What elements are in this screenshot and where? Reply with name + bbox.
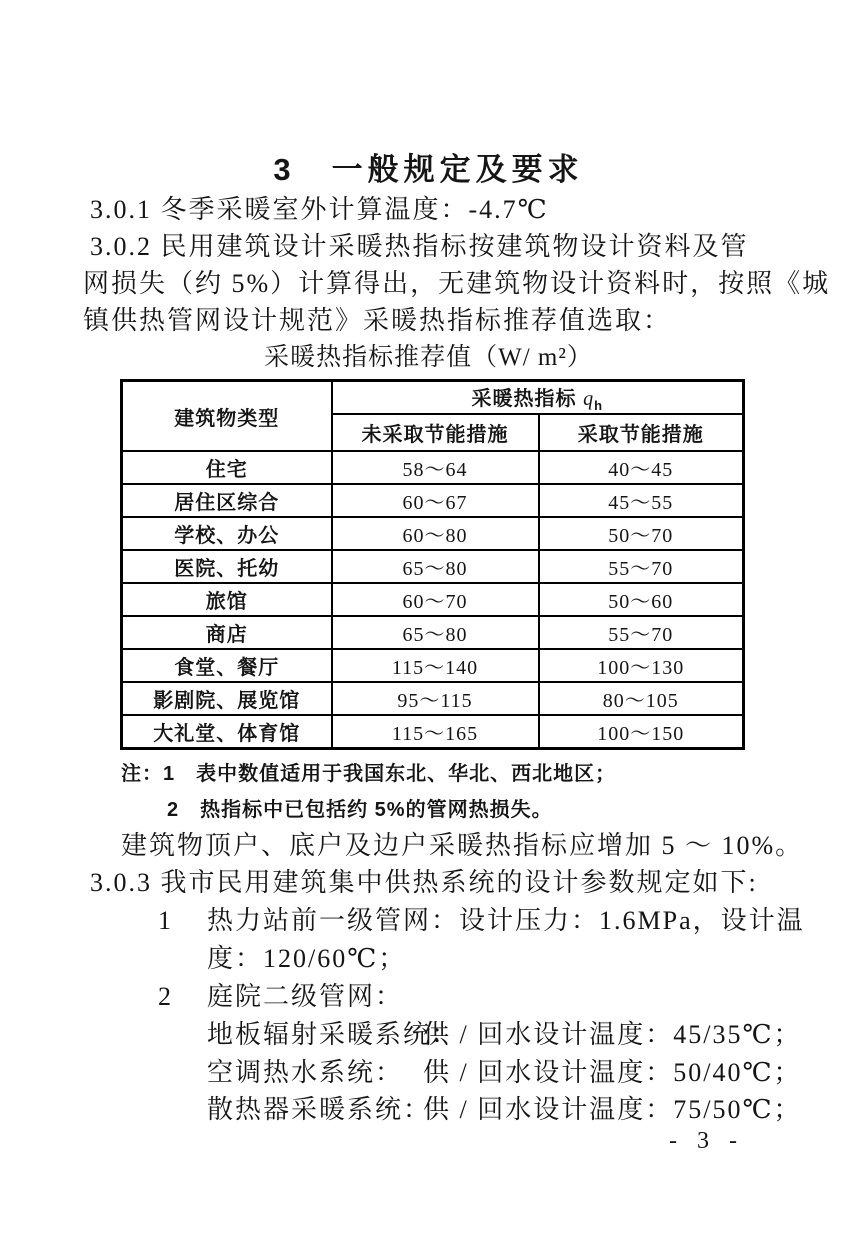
heat-indicator-label: 采暖热指标	[471, 388, 584, 410]
list-item-1-line1: 热力站前一级管网：设计压力：1.6MPa，设计温	[207, 906, 805, 935]
page-title: 3 一般规定及要求	[273, 152, 584, 187]
table-note-1: 注：1 表中数值适用于我国东北、华北、西北地区；	[121, 763, 617, 785]
saving-value-cell: 100～150	[539, 715, 744, 748]
table-row	[122, 715, 744, 748]
list-item-2-title: 庭院二级管网：	[207, 982, 404, 1011]
heat-indicator-subscript: h	[594, 398, 604, 413]
section-3-0-2-tail: 建筑物顶户、底户及边户采暖热指标应增加 5 ～ 10%。	[121, 831, 804, 860]
building-type-cell: 食堂、餐厅	[122, 649, 332, 682]
page-number: - 3 -	[669, 1128, 744, 1154]
section-3-0-2-line3: 镇供热管网设计规范》采暖热指标推荐值选取：	[83, 306, 672, 335]
list-item-2-number: 2	[158, 982, 171, 1011]
saving-value-cell: 40～45	[539, 451, 744, 484]
building-type-cell: 旅馆	[122, 583, 332, 616]
saving-value-cell: 80～105	[539, 682, 744, 715]
list-item-1-number: 1	[158, 906, 171, 935]
table-row	[122, 451, 744, 484]
table-row	[122, 649, 744, 682]
saving-value-cell: 45～55	[539, 484, 744, 517]
building-type-cell: 影剧院、展览馆	[122, 682, 332, 715]
saving-value-cell: 100～130	[539, 649, 744, 682]
building-type-cell: 商店	[122, 616, 332, 649]
table-note-2: 2 热指标中已包括约 5%的管网热损失。	[167, 799, 553, 821]
section-3-0-1-line: 3.0.1 冬季采暖室外计算温度：-4.7℃	[90, 195, 549, 224]
list-item-1-line2: 度：120/60℃；	[207, 944, 407, 973]
section-3-0-3-line: 3.0.3 我市民用建筑集中供热系统的设计参数规定如下:	[90, 868, 758, 897]
table-row	[122, 550, 744, 583]
col-header-building-type: 建筑物类型	[122, 381, 332, 452]
subsystem-3-value: 供 / 回水设计温度：75/50℃；	[423, 1095, 802, 1124]
no-saving-value-cell: 65～80	[332, 550, 539, 583]
no-saving-value-cell: 65～80	[332, 616, 539, 649]
heat-indicator-variable: q	[583, 388, 595, 410]
table-row	[122, 583, 744, 616]
no-saving-value-cell: 58～64	[332, 451, 539, 484]
saving-value-cell: 50～60	[539, 583, 744, 616]
no-saving-value-cell: 60～80	[332, 517, 539, 550]
col-header-heat-indicator	[332, 381, 744, 415]
building-type-cell: 学校、办公	[122, 517, 332, 550]
section-3-0-2-line1: 3.0.2 民用建筑设计采暖热指标按建筑物设计资料及管	[90, 232, 749, 261]
subsystem-3-label: 散热器采暖系统：	[207, 1095, 432, 1124]
col-header-energy-saving: 采取节能措施	[539, 414, 744, 451]
table-row	[122, 616, 744, 649]
subsystem-1-label: 地板辐射采暖系统：	[207, 1020, 460, 1049]
no-saving-value-cell: 60～67	[332, 484, 539, 517]
building-type-cell: 住宅	[122, 451, 332, 484]
subsystem-1-value: 供 / 回水设计温度：45/35℃；	[423, 1020, 802, 1049]
no-saving-value-cell: 115～140	[332, 649, 539, 682]
table-caption: 采暖热指标推荐值（W/ m²）	[264, 344, 593, 371]
building-type-cell: 大礼堂、体育馆	[122, 715, 332, 748]
saving-value-cell: 50～70	[539, 517, 744, 550]
subsystem-2-label: 空调热水系统：	[207, 1058, 404, 1087]
no-saving-value-cell: 115～165	[332, 715, 539, 748]
col-header-no-energy-saving: 未采取节能措施	[332, 414, 539, 451]
no-saving-value-cell: 95～115	[332, 682, 539, 715]
subsystem-2-value: 供 / 回水设计温度：50/40℃；	[423, 1058, 802, 1087]
saving-value-cell: 55～70	[539, 616, 744, 649]
building-type-cell: 居住区综合	[122, 484, 332, 517]
no-saving-value-cell: 60～70	[332, 583, 539, 616]
section-3-0-2-line2: 网损失（约 5%）计算得出，无建筑物设计资料时，按照《城	[83, 269, 831, 298]
saving-value-cell: 55～70	[539, 550, 744, 583]
heating-indicator-table	[120, 379, 745, 750]
building-type-cell: 医院、托幼	[122, 550, 332, 583]
table-row	[122, 484, 744, 517]
table-row	[122, 682, 744, 715]
table-row	[122, 517, 744, 550]
